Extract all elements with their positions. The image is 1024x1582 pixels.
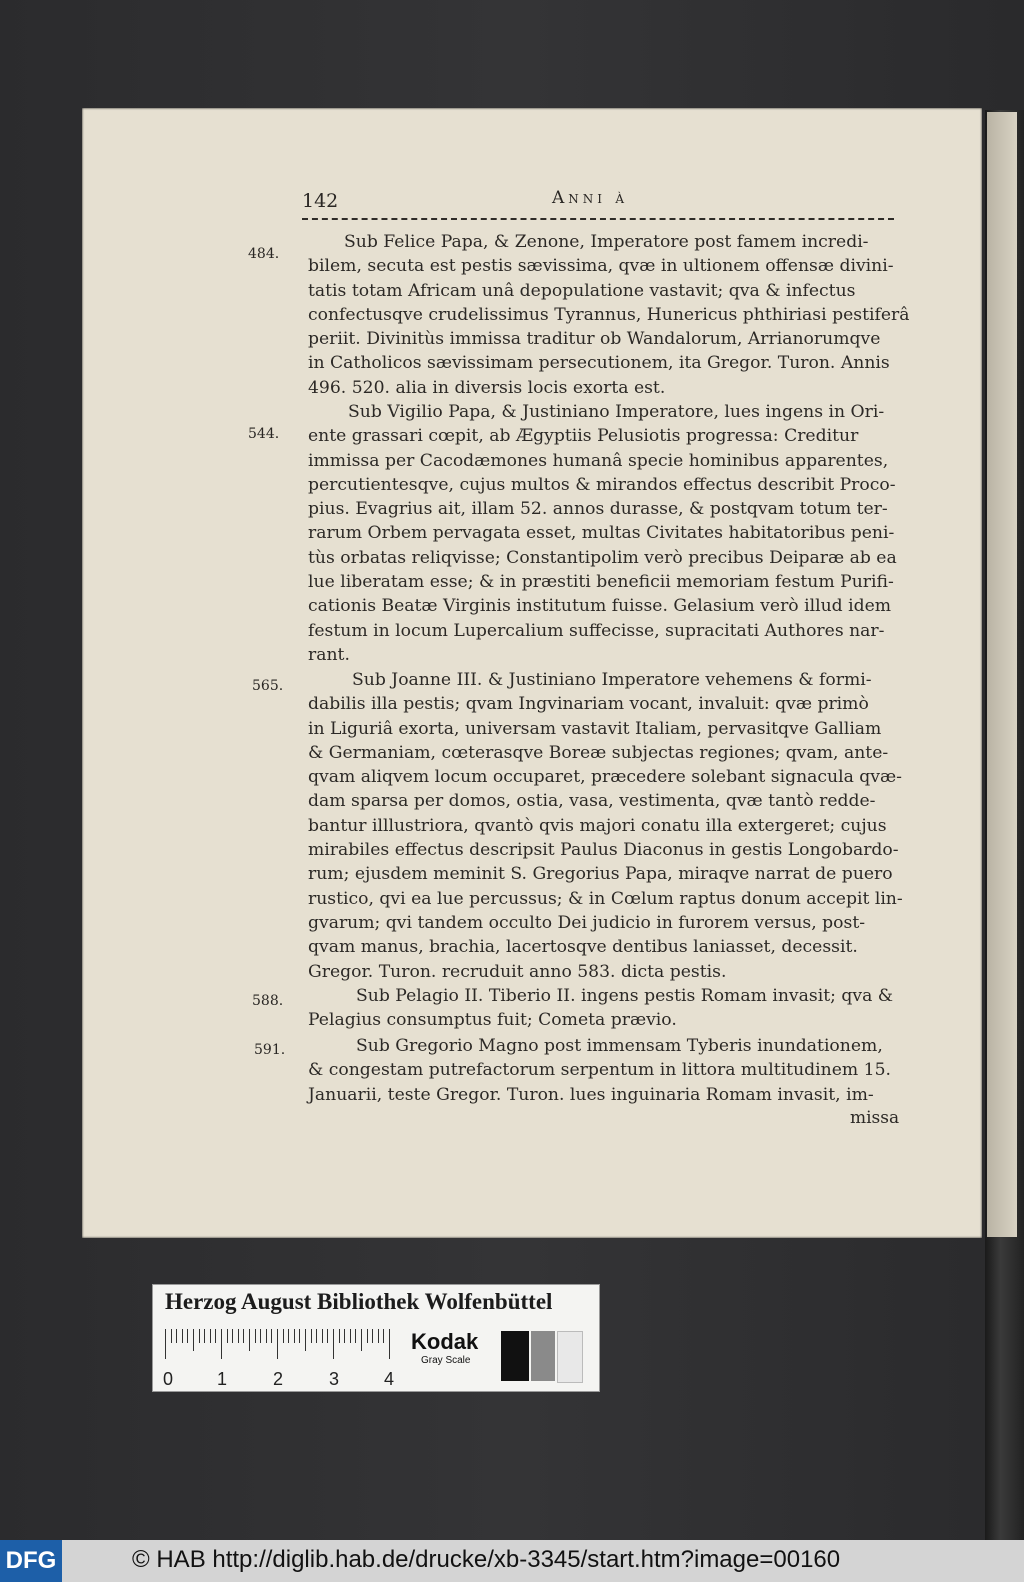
gray-swatch [531, 1331, 555, 1381]
text-line: cationis Beatæ Virginis institutum fuisse. Gelasium verò illud idem [308, 596, 892, 617]
text-line: Sub Felice Papa, & Zenone, Imperatore post famem incredi- [344, 232, 869, 252]
ruler-tick [199, 1329, 200, 1343]
margin-year: 484. [248, 246, 280, 262]
text-line: rustico, qvi ea lue percussus; & in Cœlum raptus donum accepit lin- [308, 888, 903, 909]
ruler-tick [372, 1329, 373, 1343]
paragraph [308, 984, 898, 1033]
text-line: Gregor. Turon. recruduit anno 583. dicta pestis. [308, 961, 727, 982]
text-line: bantur illlustriora, qvantò qvis majori conatu illa extergeret; cujus [308, 815, 887, 836]
ruler-tick [271, 1329, 272, 1343]
header-rule [302, 218, 894, 220]
text-line: in Catholicos sævissimam persecutionem, ita Gregor. Turon. Annis [308, 353, 890, 374]
ruler-tick [176, 1329, 177, 1343]
ruler-tick [238, 1329, 239, 1343]
text-line: Sub Vigilio Papa, & Justiniano Imperatore, lues ingens in Ori- [348, 402, 885, 422]
ruler-tick [221, 1329, 222, 1359]
text-line: Pelagius consumptus fuit; Cometa prævio. [308, 1010, 677, 1031]
text-line: & Germaniam, cœterasqve Boreæ subjectas regiones; qvam, ante- [308, 742, 889, 763]
text-line: Sub Gregorio Magno post immensam Tyberis inundationem, [356, 1036, 883, 1056]
page-header [302, 188, 902, 222]
text-line: rum; ejusdem meminit S. Gregorius Papa, miraqve narrat de puero [308, 864, 893, 885]
ruler-tick [339, 1329, 340, 1343]
text-line: dabilis illa pestis; qvam Ingvinariam vocant, invaluit: qvæ primò [308, 694, 869, 715]
text-line: & congestam putrefactorum serpentum in littora multitudinem 15. [308, 1060, 891, 1081]
text-line: rarum Orbem pervagata esset, multas Civitates habitatoribus peni- [308, 523, 895, 544]
text-line: percutientesqve, cujus multos & mirandos effectus describit Proco- [308, 474, 896, 495]
next-page-edge [987, 112, 1017, 1237]
library-name: Herzog August Bibliothek Wolfenbüttel [165, 1289, 553, 1314]
ruler-tick [165, 1329, 166, 1359]
ruler-tick [283, 1329, 284, 1343]
text-line: tatis totam Africam unâ depopulatione vastavit; qva & infectus [308, 280, 856, 301]
ruler-number: 3 [329, 1369, 340, 1389]
ruler-tick [367, 1329, 368, 1343]
ruler-number: 1 [217, 1369, 228, 1389]
text-line: in Liguriâ exorta, universam vastavit Italiam, pervasitqve Galliam [308, 718, 882, 739]
paragraph [308, 400, 898, 667]
ruler-tick [383, 1329, 384, 1343]
text-line: Sub Pelagio II. Tiberio II. ingens pestis Romam invasit; qva & [356, 986, 894, 1006]
running-head: Anni à [552, 188, 629, 208]
text-line: rant. [308, 644, 350, 665]
margin-year: 544. [248, 426, 280, 442]
text-line: qvam manus, brachia, lacertosqve dentibus laniasset, decessit. [308, 937, 858, 958]
text-line: bilem, secuta est pestis sævissima, qvæ in ultionem offensæ divini- [308, 256, 894, 277]
text-line: periit. Divinitùs immissa traditur ob Wandalorum, Arrianorumqve [308, 329, 881, 350]
ruler-tick [204, 1329, 205, 1343]
ruler-tick [361, 1329, 362, 1351]
book-page [82, 108, 982, 1238]
text-line: qvam aliqvem locum occuparet, præcedere solebant signacula qvæ- [308, 767, 902, 788]
white-swatch [557, 1331, 583, 1383]
ruler-tick [255, 1329, 256, 1343]
ruler-tick [355, 1329, 356, 1343]
kodak-logo: Kodak [411, 1329, 479, 1354]
ruler-tick [305, 1329, 306, 1351]
paragraph [308, 230, 910, 400]
paragraph [308, 668, 903, 984]
ruler-tick [311, 1329, 312, 1343]
text-line: mirabiles effectus descripsit Paulus Diaconus in gestis Longobardo- [308, 840, 899, 861]
gray-scale-label: Gray Scale [421, 1355, 471, 1366]
ruler-tick [344, 1329, 345, 1343]
ruler-tick [294, 1329, 295, 1343]
ruler-tick [232, 1329, 233, 1343]
margin-year: 588. [252, 993, 284, 1009]
ruler-tick [327, 1329, 328, 1343]
black-swatch [501, 1331, 529, 1381]
margin-year: 565. [252, 678, 284, 694]
text-line: Januarii, teste Gregor. Turon. lues inguinaria Romam invasit, im- [308, 1084, 874, 1105]
text-line: gvarum; qvi tandem occulto Dei judicio in furorem versus, post- [308, 912, 866, 933]
ruler-tick [333, 1329, 334, 1359]
ruler-tick [266, 1329, 267, 1343]
text-line: tùs orbatas reliqvisse; Constantipolim verò precibus Deiparæ ab ea [308, 547, 897, 568]
margin-year: 591. [254, 1042, 286, 1058]
ruler-tick [260, 1329, 261, 1343]
ruler-tick [389, 1329, 390, 1359]
ruler-tick [378, 1329, 379, 1343]
copyright-url[interactable]: © HAB http://diglib.hab.de/drucke/xb-3345/start.htm?image=00160 [132, 1546, 841, 1573]
ruler-tick [193, 1329, 194, 1351]
ruler-number: 2 [273, 1369, 284, 1389]
color-calibration-bar [152, 1284, 600, 1392]
ruler-tick [182, 1329, 183, 1343]
text-line: 496. 520. alia in diversis locis exorta est. [308, 377, 666, 398]
ruler-tick [210, 1329, 211, 1343]
text-line: ente grassari cœpit, ab Ægyptiis Pelusiotis progressa: Creditur [308, 426, 859, 447]
ruler-tick [277, 1329, 278, 1359]
footer-bar [0, 1540, 1024, 1582]
ruler-tick [243, 1329, 244, 1343]
ruler-tick [227, 1329, 228, 1343]
text-line: dam sparsa per domos, ostia, vasa, vestimenta, qvæ tantò redde- [308, 791, 876, 812]
ruler-tick [350, 1329, 351, 1343]
ruler-tick [299, 1329, 300, 1343]
catchword: missa [850, 1108, 900, 1128]
ruler-tick [322, 1329, 323, 1343]
ruler-tick [316, 1329, 317, 1343]
text-line: immissa per Cacodæmones humanâ specie hominibus apparentes, [308, 450, 889, 471]
page-number: 142 [302, 190, 339, 212]
ruler-tick [249, 1329, 250, 1351]
ruler-tick [187, 1329, 188, 1343]
text-line: festum in locum Lupercalium suffecisse, supracitati Authores nar- [308, 620, 885, 641]
dfg-logo: DFG [0, 1540, 62, 1582]
paragraph [308, 1034, 898, 1107]
text-line: Sub Joanne III. & Justiniano Imperatore vehemens & formi- [352, 670, 872, 690]
text-line: confectusqve crudelissimus Tyrannus, Hunericus phthiriasi pestiferâ [308, 304, 910, 325]
ruler-number: 4 [384, 1369, 395, 1389]
ruler-tick [288, 1329, 289, 1343]
ruler-number: 0 [163, 1369, 174, 1389]
text-line: pius. Evagrius ait, illam 52. annos durasse, & postqvam totum ter- [308, 499, 888, 520]
ruler-tick [171, 1329, 172, 1343]
ruler-tick [215, 1329, 216, 1343]
ruler [165, 1329, 391, 1363]
text-line: lue liberatam esse; & in præstiti beneficii memoriam festum Purifi- [308, 572, 894, 593]
